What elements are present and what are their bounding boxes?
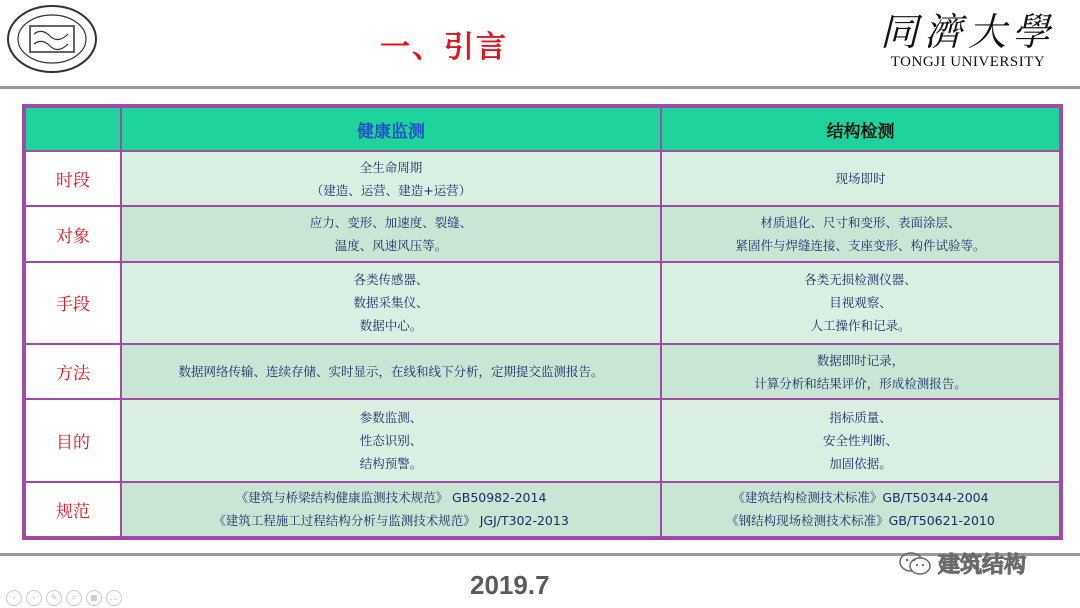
cell-line: 现场即时 <box>835 171 886 187</box>
comparison-table <box>22 104 1063 540</box>
cell-line: 各类无损检测仪器、 <box>804 272 917 288</box>
row-label: 方法 <box>25 344 121 399</box>
nav-grid-icon[interactable]: ▦ <box>86 590 102 606</box>
header-structure-inspection: 结构检测 <box>661 107 1060 151</box>
cell-line: 指标质量、 <box>829 409 892 425</box>
nav-next-icon[interactable]: › <box>26 590 42 606</box>
cell-line: 人工操作和记录。 <box>810 318 911 334</box>
row-label: 手段 <box>25 262 121 344</box>
university-seal-logo <box>6 4 98 74</box>
cell-line: 数据网络传输、连续存储、实时显示，在线和线下分析，定期提交监测报告。 <box>178 364 604 380</box>
row-label: 规范 <box>25 482 121 538</box>
university-name-en: TONGJI UNIVERSITY <box>890 54 1046 70</box>
watermark <box>898 548 1026 579</box>
cell-line: 材质退化、尺寸和变形、表面涂层、 <box>760 215 961 231</box>
wechat-icon <box>898 551 932 577</box>
university-name-cn: 同濟大學 <box>879 10 1056 54</box>
nav-more-icon[interactable]: … <box>106 590 122 606</box>
table-row <box>25 399 1060 481</box>
university-brand <box>868 10 1068 71</box>
cell-line: 参数监测、 <box>359 409 423 425</box>
slide-nav-controls <box>6 590 122 606</box>
slide-title: 一、引言 <box>380 30 508 65</box>
cell-line: 《建筑工程施工过程结构分析与监测技术规范》 JGJ/T302-2013 <box>213 513 569 529</box>
watermark-text: 建筑结构 <box>938 553 1027 578</box>
cell-line: 计算分析和结果评价，形成检测报告。 <box>754 375 967 391</box>
cell-line: 各类传感器、 <box>353 272 429 288</box>
footer-date: 2019.7 <box>470 570 550 600</box>
cell-health-monitoring <box>121 151 661 206</box>
row-label: 对象 <box>25 206 121 261</box>
cell-health-monitoring <box>121 482 661 538</box>
row-label: 目的 <box>25 399 121 481</box>
cell-line: 目视观察、 <box>829 295 892 311</box>
cell-line: （建造、运营、建造+运营） <box>310 182 472 198</box>
cell-structure-inspection <box>661 151 1060 206</box>
cell-line: 应力、变形、加速度、裂缝、 <box>309 215 473 231</box>
cell-health-monitoring <box>121 399 661 481</box>
row-label: 时段 <box>25 151 121 206</box>
nav-pen-icon[interactable]: ✎ <box>46 590 62 606</box>
cell-line: 数据采集仪、 <box>353 295 429 311</box>
cell-line: 《钢结构现场检测技术标准》GB/T50621-2010 <box>726 513 995 529</box>
header-divider <box>0 86 1080 89</box>
cell-structure-inspection <box>661 399 1060 481</box>
table-header-row <box>25 107 1060 151</box>
table-row <box>25 262 1060 344</box>
cell-line: 数据即时记录， <box>816 352 905 368</box>
table-row <box>25 482 1060 538</box>
cell-line: 性态识别、 <box>359 432 423 448</box>
cell-structure-inspection <box>661 206 1060 261</box>
cell-health-monitoring <box>121 344 661 399</box>
cell-structure-inspection <box>661 344 1060 399</box>
cell-structure-inspection <box>661 262 1060 344</box>
header-empty <box>25 107 121 151</box>
cell-health-monitoring <box>121 262 661 344</box>
cell-line: 温度、风速风压等。 <box>334 238 448 254</box>
header-health-monitoring: 健康监测 <box>121 107 661 151</box>
nav-zoom-icon[interactable]: ⌕ <box>66 590 82 606</box>
cell-line: 全生命周期 <box>359 159 423 175</box>
cell-line: 加固依据。 <box>829 455 892 471</box>
cell-health-monitoring <box>121 206 661 261</box>
cell-line: 《建筑结构检测技术标准》GB/T50344-2004 <box>732 490 989 506</box>
table-row <box>25 151 1060 206</box>
cell-line: 安全性判断、 <box>822 432 898 448</box>
cell-line: 结构预警。 <box>359 455 423 471</box>
cell-structure-inspection <box>661 482 1060 538</box>
nav-prev-icon[interactable]: ‹ <box>6 590 22 606</box>
cell-line: 《建筑与桥梁结构健康监测技术规范》 GB50982-2014 <box>235 490 547 506</box>
table-row <box>25 344 1060 399</box>
table-row <box>25 206 1060 261</box>
cell-line: 数据中心。 <box>359 318 423 334</box>
cell-line: 紧固件与焊缝连接、支座变形、构件试验等。 <box>735 238 986 254</box>
